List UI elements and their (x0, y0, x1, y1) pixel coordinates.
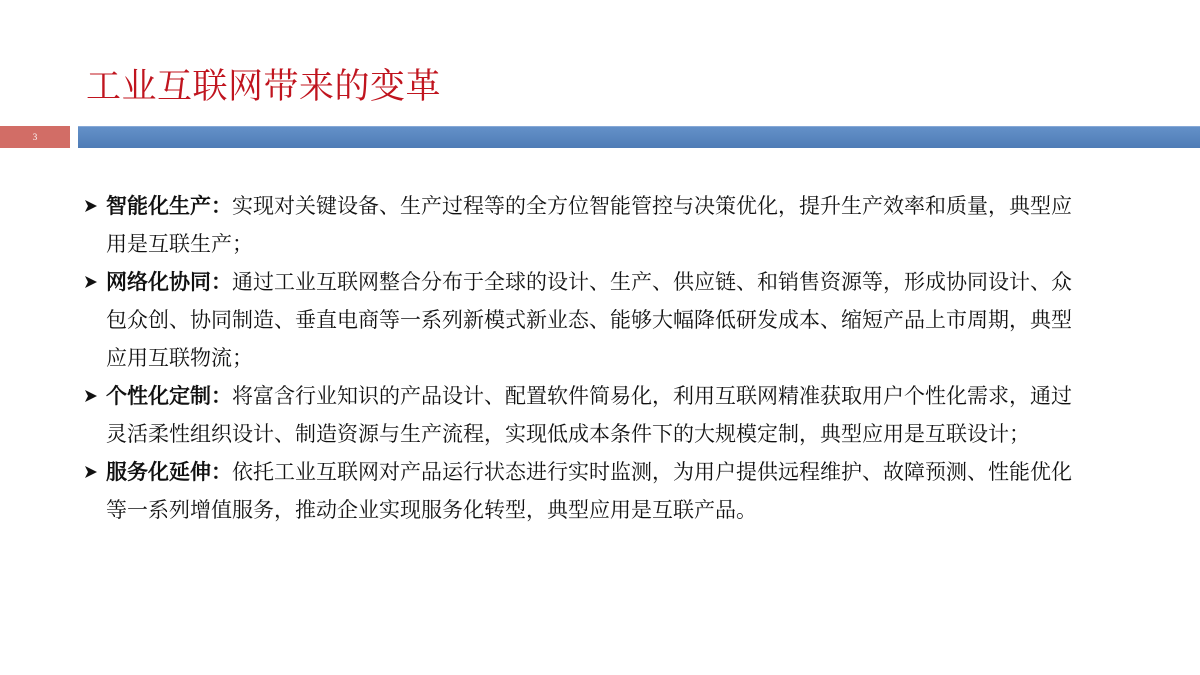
slide-title: 工业互联网带来的变革 (86, 67, 442, 107)
bullet-term: 智能化生产： (106, 194, 232, 218)
bullet-term: 个性化定制： (106, 384, 232, 408)
bullet-term: 网络化协同： (106, 270, 232, 294)
header-rule-bar (78, 126, 1200, 148)
bullet-item-smart-production (84, 187, 1084, 263)
bullet-text (106, 263, 1084, 377)
bullet-item-service-extension (84, 453, 1084, 529)
bullet-list (84, 187, 1084, 529)
bullet-item-networked-collaboration (84, 263, 1084, 377)
bullet-term: 服务化延伸： (106, 460, 232, 484)
bullet-text (106, 453, 1084, 529)
bullet-item-personalized-customization (84, 377, 1084, 453)
arrowhead-bullet-icon (84, 187, 106, 225)
bullet-body: 依托工业互联网对产品运行状态进行实时监测，为用户提供远程维护、故障预测、性能优化等一系列增值服务，推动企业实现服务化转型，典型应用是互联产品。 (106, 460, 1072, 522)
page-number: 3 (32, 132, 38, 142)
arrowhead-bullet-icon (84, 453, 106, 491)
bullet-body: 实现对关键设备、生产过程等的全方位智能管控与决策优化，提升生产效率和质量，典型应用是互联生产； (106, 194, 1072, 256)
bullet-body: 将富含行业知识的产品设计、配置软件简易化，利用互联网精准获取用户个性化需求，通过灵活柔性组织设计、制造资源与生产流程，实现低成本条件下的大规模定制，典型应用是互联设计； (106, 384, 1072, 446)
arrowhead-bullet-icon (84, 263, 106, 301)
arrowhead-bullet-icon (84, 377, 106, 415)
bullet-text (106, 187, 1084, 263)
bullet-text (106, 377, 1084, 453)
bullet-body: 通过工业互联网整合分布于全球的设计、生产、供应链、和销售资源等，形成协同设计、众包众创、协同制造、垂直电商等一系列新模式新业态、能够大幅降低研发成本、缩短产品上市周期，典型应用互联物流； (106, 270, 1072, 370)
